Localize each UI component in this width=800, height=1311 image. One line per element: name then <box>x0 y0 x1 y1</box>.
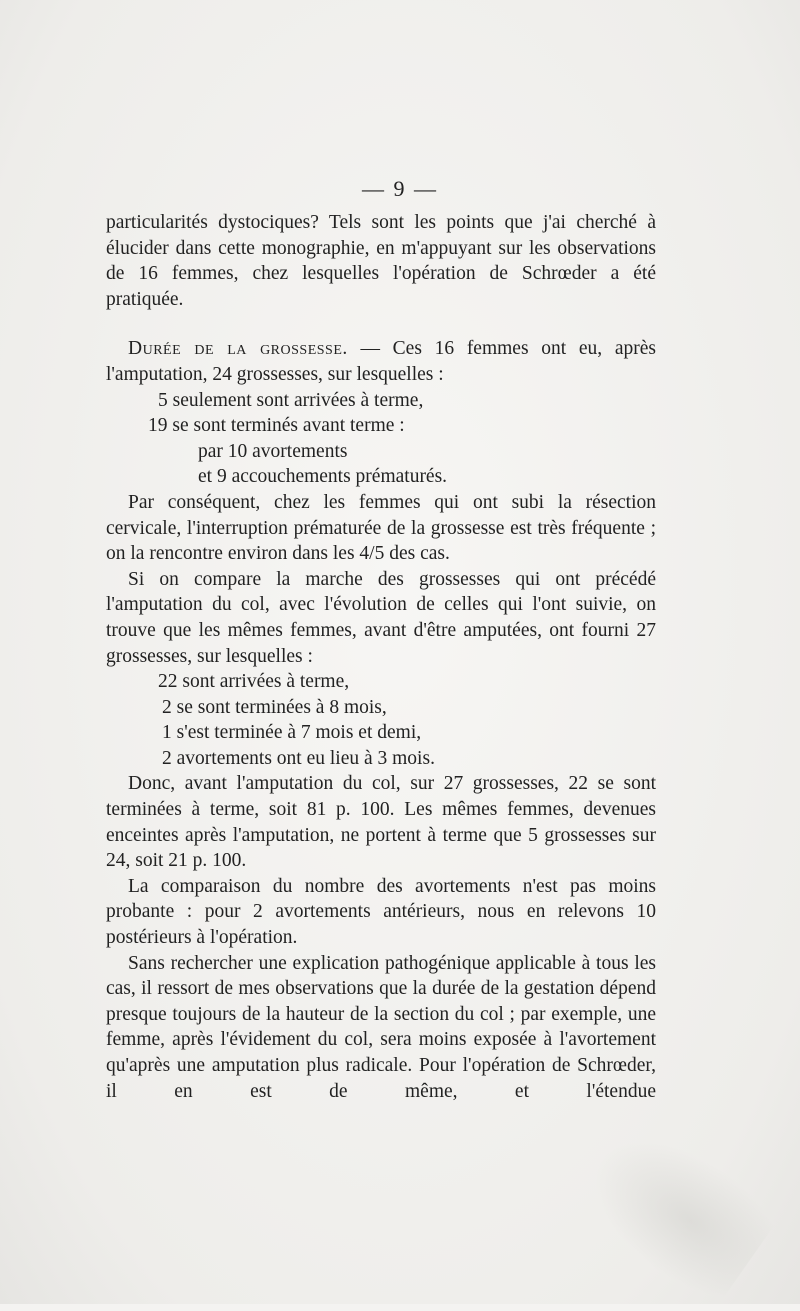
list-item: par 10 avortements <box>198 440 348 462</box>
body-text <box>106 210 656 1104</box>
paragraph-comparaison: Si on compare la marche des grossesses qui ont précédé l'amputation du col, avec l'évolution de celles qui l'ont suivie, on trouve que les mêmes femmes, avant d'être amputées, ont fourni 27 grossesses, sur lesquelles : <box>106 568 656 667</box>
paragraph-consequence: Par conséquent, chez les femmes qui ont subi la résection cervicale, l'interruption prématurée de la grossesse est très fréquente ; on la rencontre environ dans les 4/5 des cas. <box>106 491 656 565</box>
list-item: 2 se sont terminées à 8 mois, <box>162 696 387 718</box>
paragraph-donc: Donc, avant l'amputation du col, sur 27 grossesses, 22 se sont terminées à terme, soit 81 p. 100. Les mêmes femmes, devenues enceintes après l'amputation, ne portent à terme que 5 grossesses sur 24, soit 21 p. 100. <box>106 773 656 872</box>
paragraph-intro: particularités dystociques? Tels sont les points que j'ai cherché à élucider dans cette monographie, en m'appuyant sur les observations de 16 femmes, chez lesquelles l'opération de Schrœder a été pratiquée. <box>106 212 656 310</box>
list-item: 19 se sont terminés avant terme : <box>148 415 405 437</box>
paper-stain <box>567 1109 783 1311</box>
list-item: 1 s'est terminée à 7 mois et demi, <box>162 722 422 744</box>
paragraph-duree-text: — Ces 16 femmes ont eu, après l'amputation, 24 grossesses, sur lesquelles : <box>106 338 656 385</box>
paragraph-duree <box>106 336 656 387</box>
list-item: 5 seulement sont arrivées à terme, <box>158 389 424 411</box>
list-item: 22 sont arrivées à terme, <box>158 671 350 693</box>
paragraph-pathogenie: Sans rechercher une explication pathogénique applicable à tous les cas, il ressort de mes observations que la durée de la gestation dépend presque toujours de la hauteur de la section du col ; par exemple, une femme, après l'évidement du col, sera moins exposée à l'avortement qu'après une amputation plus radicale. Pour l'opération de Schrœder, il en est de même, et l'étendue <box>106 952 656 1102</box>
paragraph-avortements: La comparaison du nombre des avortements n'est pas moins probante : pour 2 avortements antérieurs, nous en relevons 10 postérieurs à l'opération. <box>106 875 656 949</box>
list-item: 2 avortements ont eu lieu à 3 mois. <box>162 747 435 769</box>
list-item: et 9 accouchements prématurés. <box>198 466 448 488</box>
page-number: — 9 — <box>362 176 438 201</box>
section-heading: Durée de la grossesse. <box>128 338 348 360</box>
